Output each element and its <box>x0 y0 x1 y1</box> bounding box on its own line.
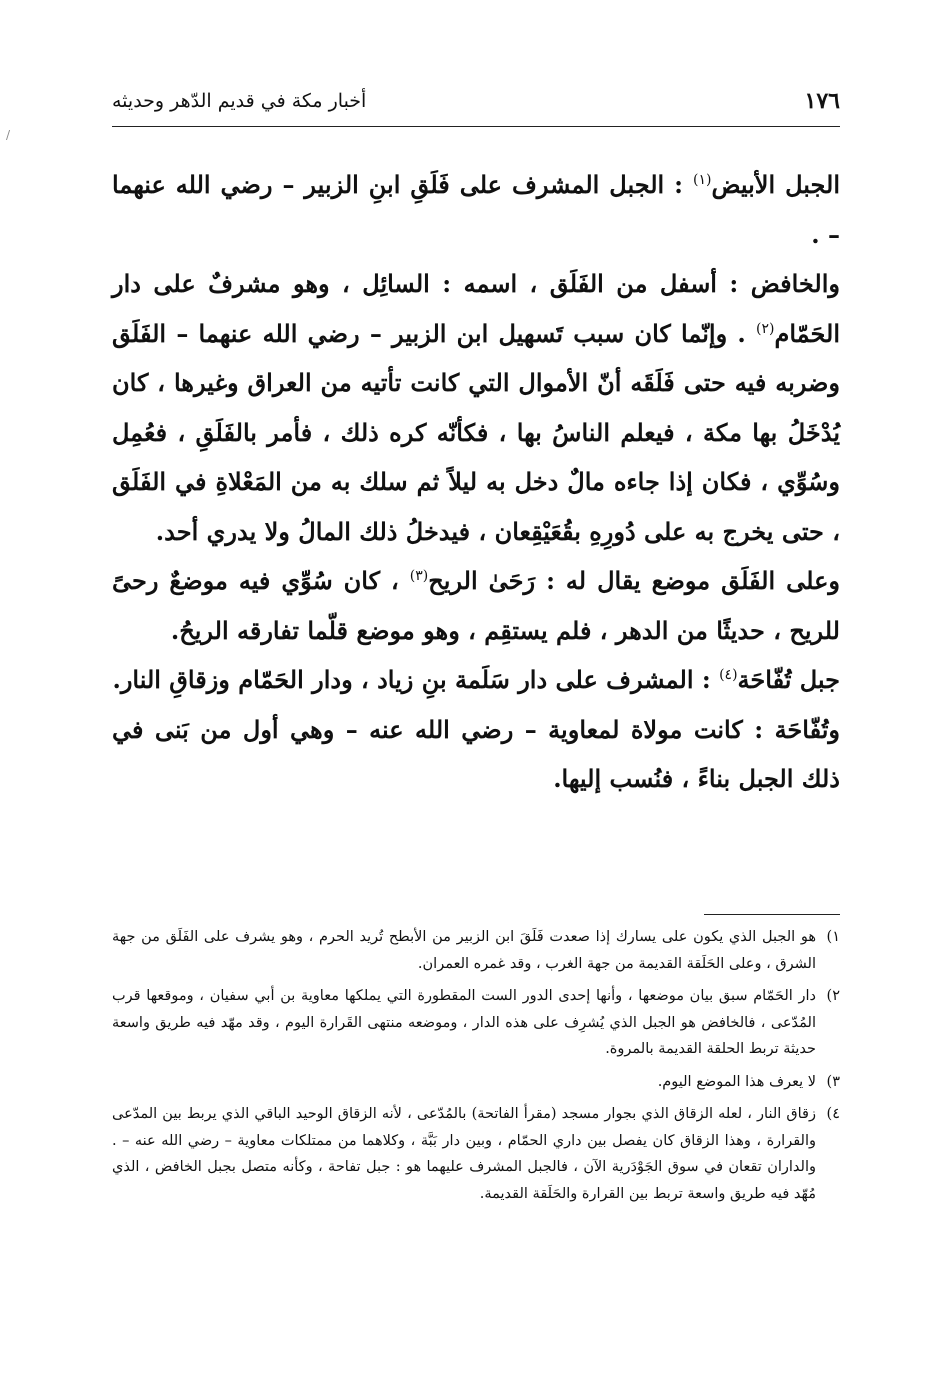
footnote-text: زقاق النار ، لعله الزقاق الذي بجوار مسجد (مقرأ الفاتحة) بالمُدّعى ، لأنه الزقاق الوحيد الباقي الذي يربط بين المدّعى والقرارة ، وهذا الزقاق كان يفصل بين داري الحمّام ، وبين دار بَبَّة ، وكلاهما من ممتلكات معاوية – رضي الله عنه – . والداران تقعان في سوق الجَوْدَرية الآن ، فالجبل المشرف عليهما هو : جبل تفاحة ، وكأنه متصل بجبل الخافض ، الذي مُهّد فيه طريق واسعة تربط بين القرارة والحَلَقة القديمة. <box>112 1106 816 1202</box>
footnote-ref-3: (٣) <box>409 568 429 584</box>
page-number: ١٧٦ <box>804 88 840 114</box>
page-header <box>112 86 840 122</box>
paragraph-text: . وإنّما كان سبب تَسهيل ابن الزبير – رضي الله عنهما – الفَلَق وضربه فيه حتى فَلَقَه أنّ الأموال التي كانت تأتيه من العراق وغيرها ، كان يُدْخَلُ بها مكة ، فيعلم الناسُ بها ، فكأنّه كره ذلك ، فأمر بالفَلَقِ ، فعُمِل وسُوِّي ، فكان إذا جاءه مالٌ دخل به ليلاً ثم سلك به من المَعْلاةِ في الفَلَق ، حتى يخرج به على دُورِهِ بقُعَيْقِعان ، فيدخلُ ذلك المالُ ولا يدري أحد. <box>112 318 841 546</box>
margin-mark: / <box>6 128 11 142</box>
footnote-ref-2: (٢) <box>756 320 775 337</box>
footnote-4 <box>112 1101 840 1207</box>
paragraph-raha-alrih <box>112 556 840 655</box>
footnote-number: ٢) <box>826 988 840 1004</box>
paragraph-text: : المشرف على دار سَلَمة بنِ زياد ، ودار الحَمّام وزقاقِ النار. <box>112 665 720 694</box>
paragraph-lead: الجبل الأبيض <box>711 170 840 199</box>
footnote-number: ٣) <box>826 1073 840 1090</box>
footnote-ref-1: (١) <box>692 172 712 188</box>
footnote-1 <box>112 924 840 977</box>
paragraph-text: والخافض : أسفل من الفَلَق ، اسمه : السائِل ، وهو مشرفٌ على دار الحَمّام <box>112 269 840 348</box>
paragraph-tuffaha: وتُفّاحَة : كانت مولاة لمعاوية – رضي الله عنه – وهي أول من بَنى في ذلك الجبل بناءً ، فنُسب إليها. <box>112 714 840 793</box>
paragraph-text: جبل تُفّاحَة <box>737 665 840 694</box>
footnote-ref-4: (٤) <box>719 667 738 683</box>
footnotes <box>112 924 840 1213</box>
running-head: أخبار مكة في قديم الدّهر وحديثه <box>112 90 367 112</box>
paragraph-text: : الجبل المشرف على فَلَقِ ابنِ الزبير – رضي الله عنهما – . <box>112 170 840 249</box>
footnote-2 <box>112 983 840 1063</box>
footnote-text: لا يعرف هذا الموضع اليوم. <box>657 1073 816 1090</box>
footnote-number: ٤) <box>826 1106 840 1122</box>
paragraph-tuffaha-mountain <box>112 655 840 705</box>
footnote-text: دار الحَمّام سبق بيان موضعها ، وأنها إحدى الدور الست المقطورة التي يملكها معاوية بن أبي سفيان ، وموقعها قرب المُدّعى ، فالخافض هو الجبل الذي يُشرِف على هذه الدار ، وموضعه منتهى القَرارة اليوم ، وقد مهّد فيه طريق واسعة حديثة تربط الحلقة القديمة بالمروة. <box>112 988 816 1057</box>
paragraph-text: وعلى الفَلَق موضع يقال له : رَحَىٰ الريح <box>428 566 841 595</box>
paragraph-white-mountain <box>112 160 840 259</box>
footnote-text: هو الجبل الذي يكون على يسارك إذا صعدت فَلَقَ ابن الزبير من الأبطح تُريد الحرم ، وهو يشرف على الفَلَق من جهة الشرق ، وعلى الحَلَقة القديمة من جهة الغرب ، وقد غمره العمران. <box>112 929 816 972</box>
paragraph-text: ، كان سُوِّي فيه موضعٌ رحىً للريح ، حديثًا من الدهر ، فلم يستقِم ، وهو موضع قلّما تفارقه الريحُ. <box>112 566 840 645</box>
paragraph-khafid <box>112 259 840 556</box>
main-text <box>112 160 840 804</box>
header-rule <box>112 126 840 127</box>
footnote-number: ١) <box>826 929 840 945</box>
footnote-3 <box>112 1069 840 1096</box>
footnote-separator <box>704 914 840 915</box>
